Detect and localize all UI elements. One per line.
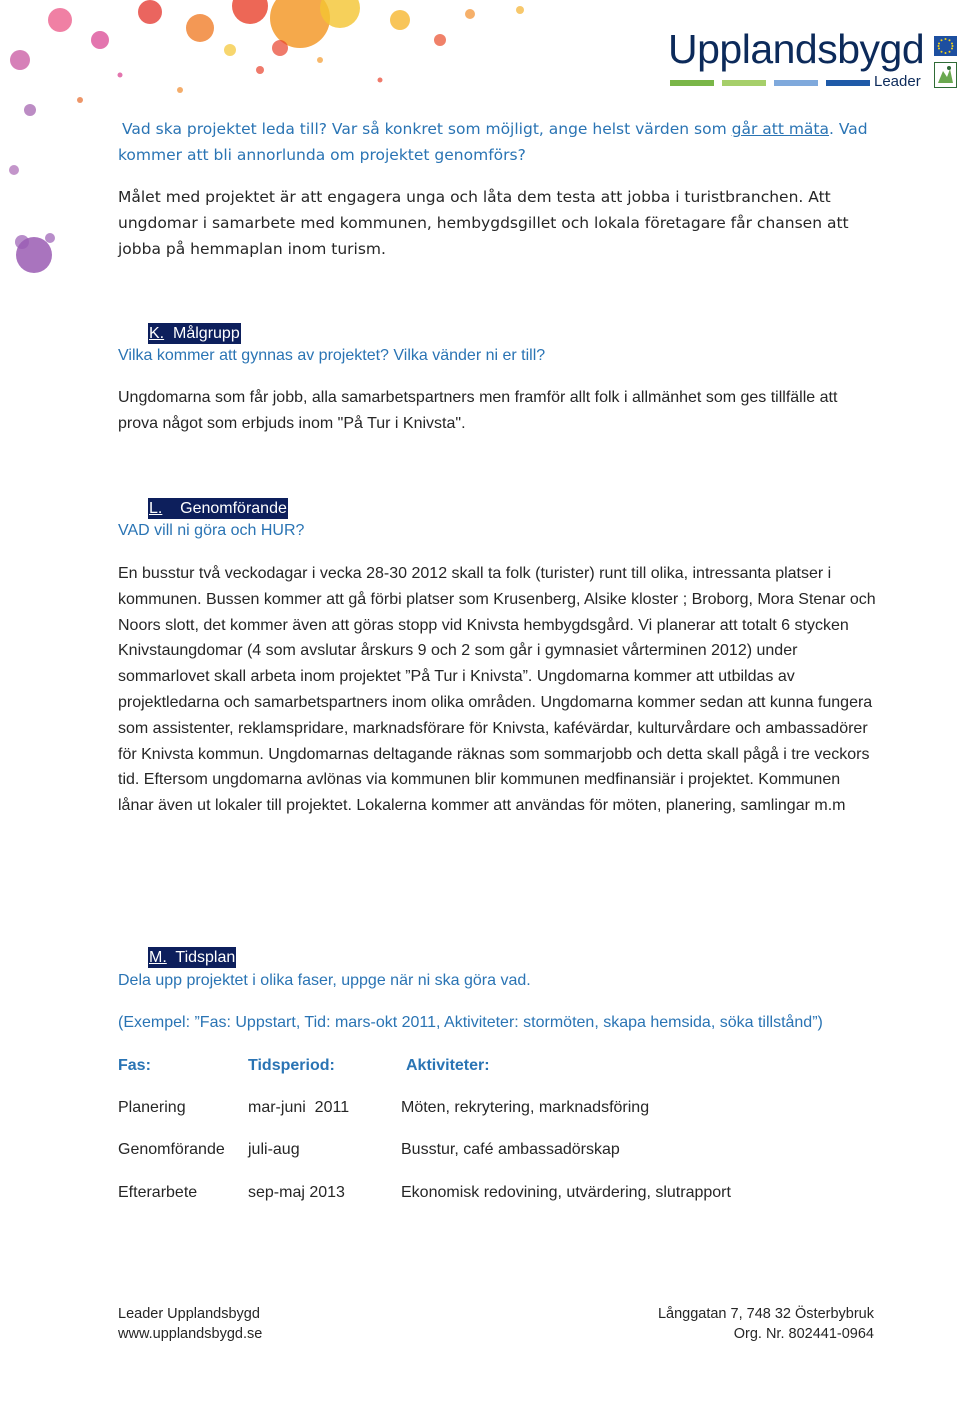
table-cell-phase: Genomförande <box>118 1141 225 1158</box>
section-answer: En busstur två veckodagar i vecka 28-30 2012 skall ta folk (turister) runt till olika, intressanta platser i kommunen. Bussen kommer att gå förbi platser som Krusenberg, Alsike kloster ; Broborg, Mora Stenar och Noors slott, det kommer även att göras stopp vid Knivsta hembygdsgård. Vi planerar att totalt 6 stycken Knivstaungdomar (4 som avslutar årskurs 9 och 2 som går i gymnasiet vårterminen 2012) under sommarlovet skall arbeta inom projektet ”På Tur i Knivsta”. Ungdomarna kommer att utbildas av projektledarna och samarbetspartners inom olika områden. Ungdomarna kommer sedan att kunna fungera som assistenter, reklamspridare, marknadsförare för Knivsta, kafévärdar, kulturvårdare och ambassadörer för Knivsta kommun. Ungdomarnas deltagande räknas som sommarjobb och detta skall pågå i tre veckors tid. Eftersom ungdomarna avlönas via kommunen blir kommunen medfinansiär i projektet. Kommunen lånar även ut lokaler till projektet. Lokalerna kommer att användas för möten, planering, samlingar m.m <box>118 565 876 815</box>
section-number: M. <box>149 949 167 966</box>
table-cell-activities: Busstur, café ambassadörskap <box>401 1141 620 1158</box>
brand-logo-subtitle: Leader <box>874 73 921 90</box>
section-answer: Ungdomarna som får jobb, alla samarbetspartners men framför allt folk i allmänhet som ges tillfälle att prova något som erbjuds inom "På Tur i Knivsta". <box>118 389 838 432</box>
footer-address: Långgatan 7, 748 32 Österbybruk <box>657 1306 874 1322</box>
brand-logo-wordmark: Upplandsbygd <box>668 26 925 72</box>
table-cell-period: mar-juni 2011 <box>248 1099 350 1116</box>
table-cell-activities: Möten, rekrytering, marknadsföring <box>401 1099 650 1116</box>
logo-bar-green <box>722 80 766 86</box>
section-question: Vilka kommer att gynnas av projektet? Vilka vänder ni er till? <box>118 347 546 364</box>
footer-website-link[interactable]: www.upplandsbygd.se <box>118 1326 263 1342</box>
intro-question-text-end: . Vad kommer att bli annorlunda om projektet genomförs? <box>118 120 868 164</box>
section-title: Tidsplan <box>175 949 236 966</box>
intro-question <box>118 117 878 169</box>
intro-answer: Målet med projektet är att engagera unga och låta dem testa att jobba i turistbranchen. Att ungdomar i samarbete med kommunen, hembygdsgillet och lokala företagare får chansen att jobba på hemmaplan inom turism. <box>118 188 849 258</box>
table-cell-phase: Efterarbete <box>118 1184 198 1201</box>
section-heading-m <box>148 947 236 968</box>
section-heading-k <box>148 323 241 344</box>
table-header-period: Tidsperiod: <box>248 1057 335 1074</box>
logo-bar-blue <box>774 80 818 86</box>
table-cell-activities: Ekonomisk redovining, utvärdering, slutrapport <box>401 1184 731 1201</box>
leader-logo-icon <box>934 62 957 88</box>
section-question: VAD vill ni göra och HUR? <box>118 522 305 539</box>
table-cell-phase: Planering <box>118 1099 186 1116</box>
section-heading-l <box>148 498 288 519</box>
section-question: Dela upp projektet i olika faser, uppge när ni ska göra vad. <box>118 972 531 989</box>
table-cell-period: sep-maj 2013 <box>248 1184 345 1201</box>
section-title: Genomförande <box>180 500 287 517</box>
section-number: K. <box>149 325 165 342</box>
section-title: Målgrupp <box>173 325 240 342</box>
logo-bar-green <box>670 80 714 86</box>
table-cell-period: juli-aug <box>248 1141 300 1158</box>
footer-org-number: Org. Nr. 802441-0964 <box>733 1326 874 1342</box>
section-example: (Exempel: ”Fas: Uppstart, Tid: mars-okt 2011, Aktiviteter: stormöten, skapa hemsida, söka tillstånd”) <box>118 1014 823 1031</box>
footer-org-name: Leader Upplandsbygd <box>118 1306 260 1322</box>
table-header-phase: Fas: <box>118 1057 151 1074</box>
intro-question-underlined: går att mäta <box>731 120 829 138</box>
intro-question-text: Vad ska projektet leda till? Var så konkret som möjligt, ange helst värden som <box>122 120 732 138</box>
section-number: L. <box>149 500 163 517</box>
eu-flag-icon <box>934 36 957 56</box>
logo-bar-blue <box>826 80 870 86</box>
table-header-activities: Aktiviteter: <box>406 1057 490 1074</box>
